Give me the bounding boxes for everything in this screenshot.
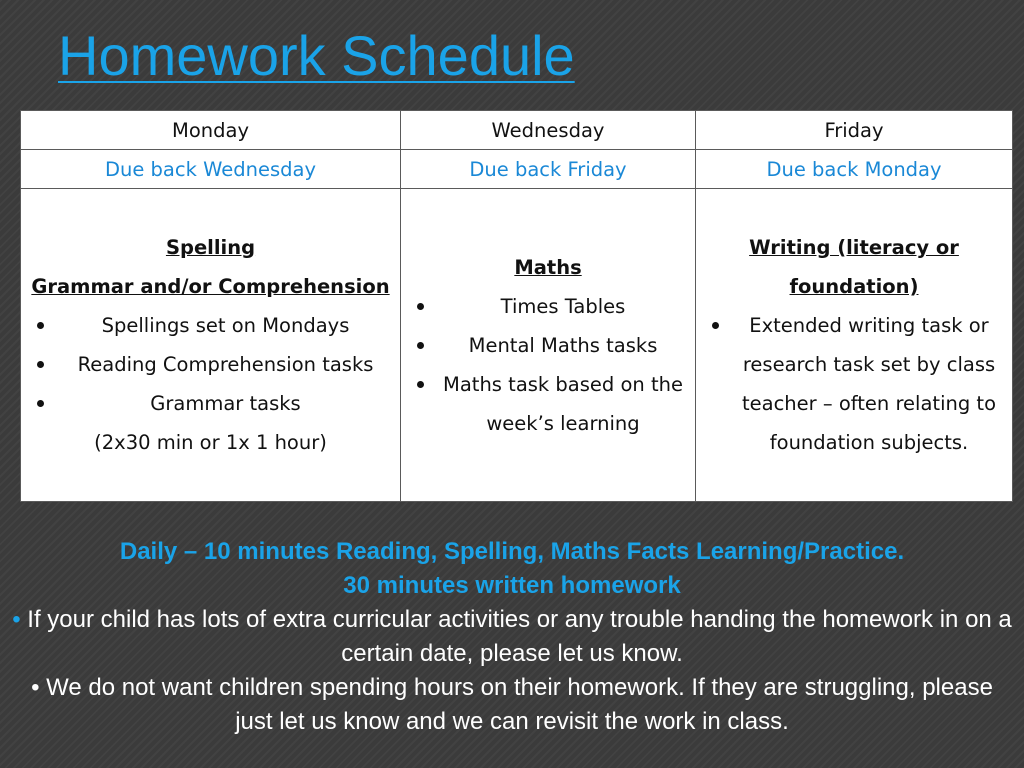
homework-schedule-table (20, 110, 1013, 502)
footer-notes (10, 535, 1014, 739)
list-item: Grammar tasks (27, 384, 394, 423)
page-title: Homework Schedule (58, 24, 575, 87)
monday-duration: (2x30 min or 1x 1 hour) (94, 431, 327, 454)
monday-task-list (27, 306, 394, 423)
friday-tasks (696, 189, 1013, 502)
header-wednesday: Wednesday (401, 111, 696, 150)
header-friday: Friday (696, 111, 1013, 150)
note-1 (10, 603, 1014, 671)
list-item: Extended writing task or research task set by class teacher – often relating to foundation subjects. (702, 306, 1006, 462)
friday-heading-writing: Writing (literacy or foundation) (749, 236, 959, 298)
due-row (21, 150, 1013, 189)
monday-heading-grammar: Grammar and/or Comprehension (31, 275, 390, 298)
bullet-icon: • (31, 674, 40, 701)
note-2-text: We do not want children spending hours on their homework. If they are struggling, please just let us know and we can revisit the work in class. (46, 674, 993, 735)
monday-heading-spelling: Spelling (165, 236, 256, 259)
wednesday-tasks (401, 189, 696, 502)
due-wednesday: Due back Friday (401, 150, 696, 189)
header-monday: Monday (21, 111, 401, 150)
wednesday-task-list (407, 287, 689, 443)
list-item: Mental Maths tasks (407, 326, 689, 365)
wednesday-heading-maths: Maths (514, 255, 582, 279)
header-row (21, 111, 1013, 150)
tasks-row (21, 189, 1013, 502)
due-friday: Due back Monday (696, 150, 1013, 189)
list-item: Times Tables (407, 287, 689, 326)
bullet-icon: • (12, 606, 21, 633)
list-item: Reading Comprehension tasks (27, 345, 394, 384)
list-item: Spellings set on Mondays (27, 306, 394, 345)
due-monday: Due back Wednesday (21, 150, 401, 189)
friday-task-list (702, 306, 1006, 462)
daily-line-2: 30 minutes written homework (343, 572, 681, 599)
daily-line-1: Daily – 10 minutes Reading, Spelling, Maths Facts Learning/Practice. (119, 538, 905, 565)
note-2 (10, 671, 1014, 739)
note-1-text: If your child has lots of extra curricular activities or any trouble handing the homework in on a certain date, please let us know. (27, 606, 1012, 667)
list-item: Maths task based on the week’s learning (407, 365, 689, 443)
monday-tasks (21, 189, 401, 502)
